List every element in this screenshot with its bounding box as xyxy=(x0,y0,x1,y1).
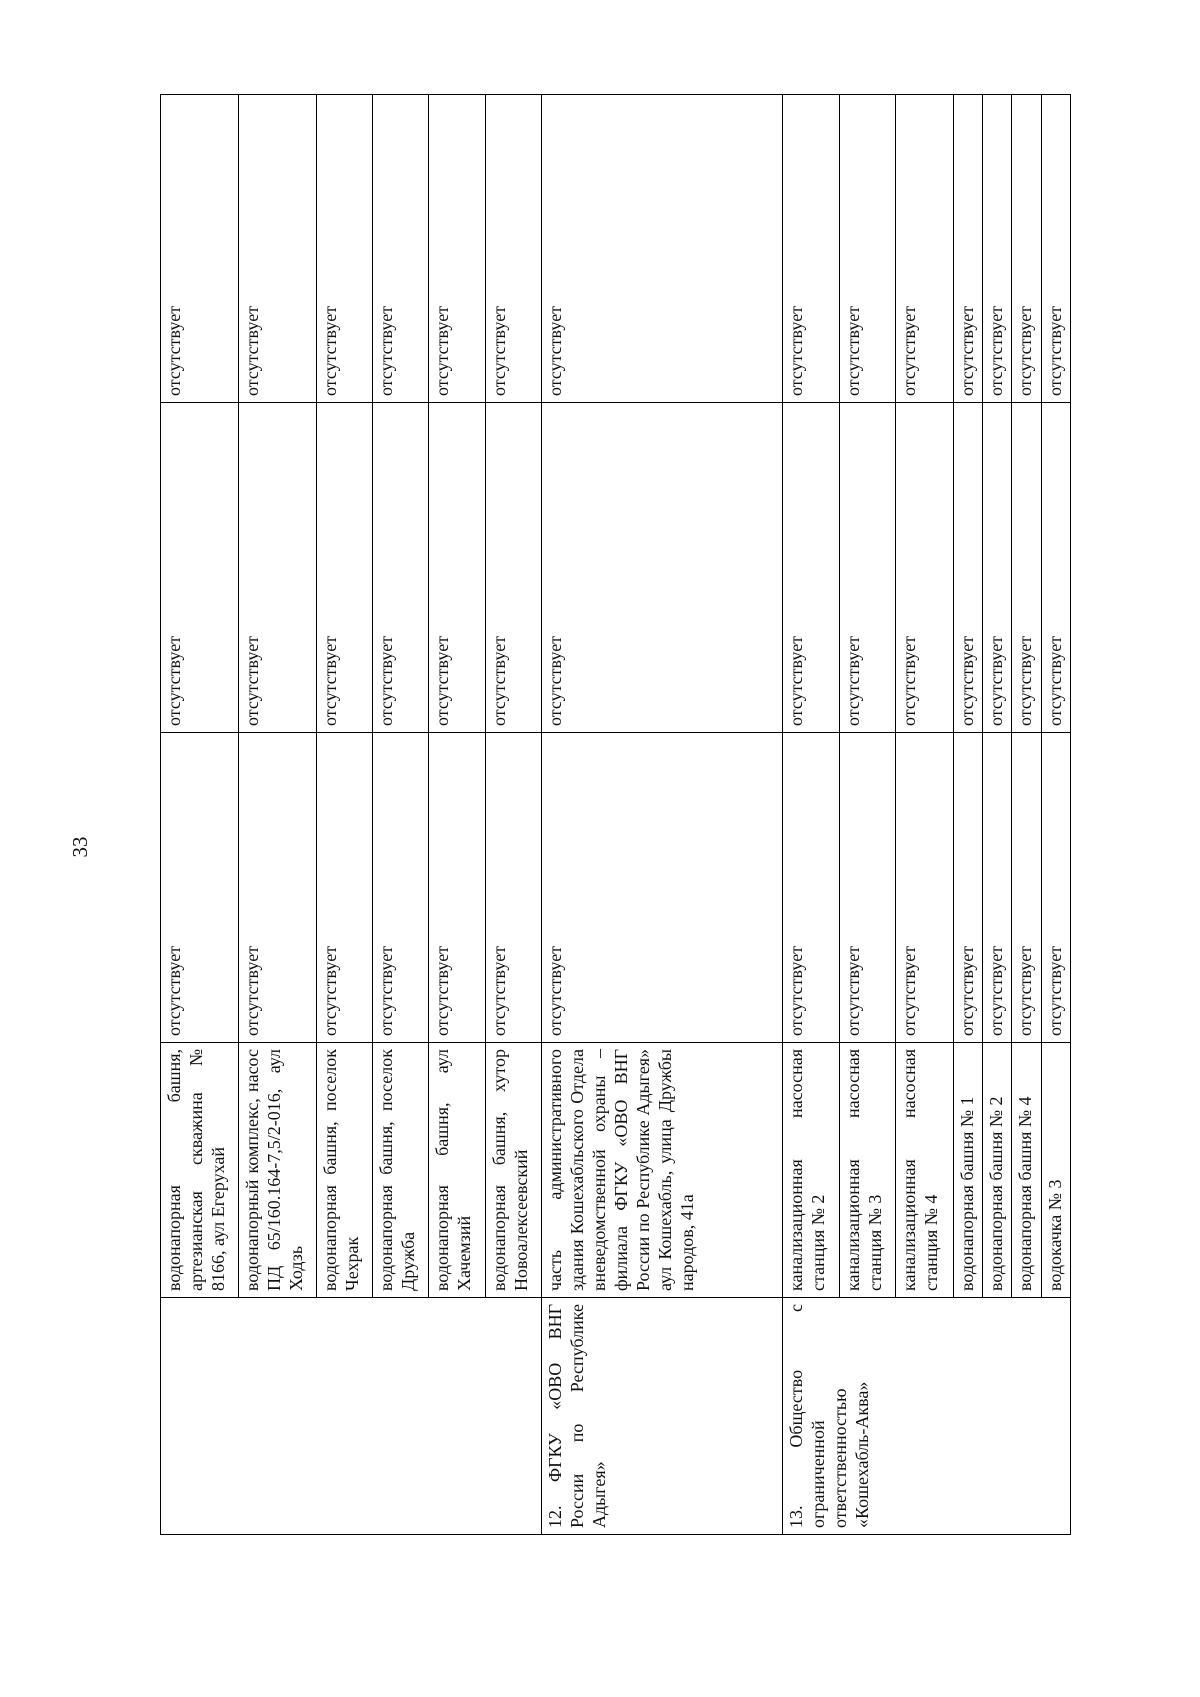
object-cell: водонапорный комплекс, насос ПД 65/160.164-7,5/2-016, аул Ходзь xyxy=(239,1043,317,1298)
object-cell: часть административного здания Кошехабльского Отдела вневедомственной охраны – филиала ФГКУ «ОВО ВНГ России по Республике Адыгея» аул Кошехабль, улица Дружбы народов, 41а xyxy=(542,1043,783,1298)
status-cell: отсутствует xyxy=(1012,733,1041,1043)
status-cell: отсутствует xyxy=(161,733,239,1043)
organization-cell: 12. ФГКУ «ОВО ВНГ России по Республике Адыгея» xyxy=(542,1298,783,1535)
status-cell: отсутствует xyxy=(429,733,485,1043)
status-cell: отсутствует xyxy=(372,733,428,1043)
object-cell: водокачка № 3 xyxy=(1041,1043,1070,1298)
status-cell: отсутствует xyxy=(239,733,317,1043)
organization-cell xyxy=(161,1298,542,1535)
status-cell: отсутствует xyxy=(839,733,895,1043)
status-cell: отсутствует xyxy=(839,403,895,733)
object-cell: канализационная насосная станция № 4 xyxy=(896,1043,954,1298)
status-cell: отсутствует xyxy=(953,95,982,403)
object-cell: водонапорная башня № 2 xyxy=(982,1043,1011,1298)
status-cell: отсутствует xyxy=(542,403,783,733)
status-cell: отсутствует xyxy=(429,403,485,733)
status-cell: отсутствует xyxy=(485,733,541,1043)
status-cell: отсутствует xyxy=(317,403,372,733)
status-cell: отсутствует xyxy=(542,95,783,403)
status-cell: отсутствует xyxy=(1012,95,1041,403)
status-cell: отсутствует xyxy=(161,403,239,733)
status-cell: отсутствует xyxy=(1012,403,1041,733)
rotated-table-container xyxy=(160,95,1071,1535)
table-row xyxy=(783,95,839,1535)
status-cell: отсутствует xyxy=(1041,95,1070,403)
page-number: 33 xyxy=(68,836,92,858)
organization-cell: 13. Общество с ограниченной ответственностью «Кошехабль-Аква» xyxy=(783,1298,1071,1535)
status-cell: отсутствует xyxy=(783,95,839,403)
object-cell: водонапорная башня, хутор Новоалексеевский xyxy=(485,1043,541,1298)
status-cell: отсутствует xyxy=(783,733,839,1043)
status-cell: отсутствует xyxy=(317,95,372,403)
status-cell: отсутствует xyxy=(429,95,485,403)
status-cell: отсутствует xyxy=(839,95,895,403)
object-cell: водонапорная башня, поселок Дружба xyxy=(372,1043,428,1298)
status-cell: отсутствует xyxy=(239,95,317,403)
status-cell: отсутствует xyxy=(239,403,317,733)
object-cell: канализационная насосная станция № 2 xyxy=(783,1043,839,1298)
status-cell: отсутствует xyxy=(1041,733,1070,1043)
object-cell: водонапорная башня № 4 xyxy=(1012,1043,1041,1298)
object-cell: водонапорная башня № 1 xyxy=(953,1043,982,1298)
objects-table xyxy=(160,94,1071,1535)
status-cell: отсутствует xyxy=(317,733,372,1043)
status-cell: отсутствует xyxy=(982,95,1011,403)
object-cell: канализационная насосная станция № 3 xyxy=(839,1043,895,1298)
status-cell: отсутствует xyxy=(542,733,783,1043)
status-cell: отсутствует xyxy=(161,95,239,403)
status-cell: отсутствует xyxy=(1041,403,1070,733)
status-cell: отсутствует xyxy=(372,95,428,403)
status-cell: отсутствует xyxy=(485,403,541,733)
table-row xyxy=(161,95,239,1535)
table-row xyxy=(542,95,783,1535)
object-cell: водонапорная башня, аул Хачемзий xyxy=(429,1043,485,1298)
status-cell: отсутствует xyxy=(372,403,428,733)
object-cell: водонапорная башня, артезианская скважина № 8166, аул Егерухай xyxy=(161,1043,239,1298)
status-cell: отсутствует xyxy=(896,733,954,1043)
status-cell: отсутствует xyxy=(896,95,954,403)
status-cell: отсутствует xyxy=(953,403,982,733)
object-cell: водонапорная башня, поселок Чехрак xyxy=(317,1043,372,1298)
status-cell: отсутствует xyxy=(953,733,982,1043)
status-cell: отсутствует xyxy=(485,95,541,403)
status-cell: отсутствует xyxy=(982,733,1011,1043)
status-cell: отсутствует xyxy=(783,403,839,733)
status-cell: отсутствует xyxy=(896,403,954,733)
status-cell: отсутствует xyxy=(982,403,1011,733)
